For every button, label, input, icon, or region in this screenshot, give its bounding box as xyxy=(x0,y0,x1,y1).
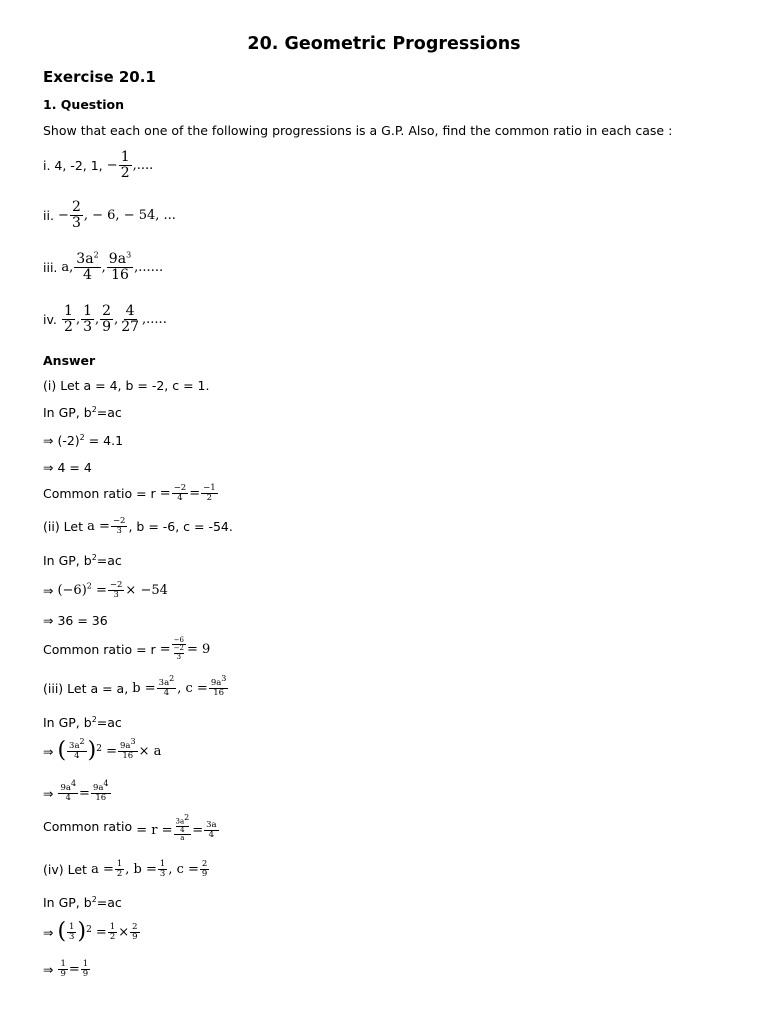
question-heading: 1. Question xyxy=(43,97,124,112)
exercise-heading: Exercise 20.1 xyxy=(43,68,156,86)
part-iii: iii. a, $\frac{3a^2}{4}$ , $\frac{9a^3}{16}$ ,...... xyxy=(43,250,164,283)
part-iii-label: iii. xyxy=(43,259,58,275)
fraction: $\frac{1}{2}$ xyxy=(64,303,73,335)
fraction: $\frac{1}{9}$ xyxy=(82,959,89,979)
fraction: $\frac{9a^4}{4}$ xyxy=(60,779,77,803)
question-prompt: Show that each one of the following progressions is a G.P. Also, find the common ratio in each case : xyxy=(43,123,673,138)
fraction: $\frac{4}{27}$ xyxy=(121,303,140,335)
common-ratio-label: Common ratio = r xyxy=(43,485,156,501)
common-ratio-label: Common ratio = r xyxy=(43,641,156,657)
fraction: $\frac{9a^3}{16}$ xyxy=(108,250,132,283)
gp-condition: In GP, $b^2=ac$ xyxy=(43,894,122,910)
fraction: $\frac{-2}{3}$ xyxy=(112,516,126,536)
solution-line: ⇒ $(-6)^2$ = $\frac{-2}{3}$ × −54 xyxy=(43,580,168,600)
gp-condition: In GP, $b^2=ac$ xyxy=(43,714,122,730)
fraction: $\frac{3a}{4}$ xyxy=(206,819,217,840)
part-ii-label: ii. xyxy=(43,207,54,223)
fraction: $\frac{-2}{3}$ xyxy=(109,580,123,600)
let-label: (ii) Let xyxy=(43,518,84,534)
solution-line: ⇒ 4 = 4 xyxy=(43,460,92,475)
fraction: $\frac{9a^3}{16}$ xyxy=(119,736,136,761)
solution-line-iv: (iv) Let a = $\frac{1}{2}$ , b = $\frac{1}{3}$ , c = $\frac{2}{9}$ xyxy=(43,859,208,879)
fraction: $\frac{3a^2}{4}$ xyxy=(76,250,99,283)
fraction: $\frac{1}{2}$ xyxy=(116,859,123,879)
part-i-label: i. 4, -2, 1, xyxy=(43,157,103,173)
part-ii: ii. − $\frac{2}{3}$ , − 6, − 54, ... xyxy=(43,199,176,231)
part-iii-a: a, xyxy=(61,259,74,275)
solution-line: ⇒ $\frac{1}{9}$ = $\frac{1}{9}$ xyxy=(43,959,89,979)
solution-line: ⇒ 36 = 36 xyxy=(43,613,108,628)
fraction: $3a^2$ 4 a xyxy=(175,813,190,843)
fraction: $\frac{1}{3}$ xyxy=(69,921,75,942)
common-ratio-i: Common ratio = r = $\frac{-2}{4}$ = $\frac{-1}{2}$ xyxy=(43,483,216,503)
fraction: $\frac{3a^2}{4}$ xyxy=(158,674,175,698)
fraction: $\frac{9a^4}{16}$ xyxy=(92,779,109,803)
fraction: $\frac{2}{9}$ xyxy=(132,921,138,942)
fraction: $\frac{3a^2}{4}$ xyxy=(69,736,85,761)
let-label: (iv) Let xyxy=(43,861,87,877)
fraction: $\frac{2}{3}$ xyxy=(71,199,81,231)
part-iv: iv. $\frac{1}{2}$ , $\frac{1}{3}$ , $\frac{2}{9}$ , $\frac{4}{27}$ ,..... xyxy=(43,303,167,335)
fraction: $\frac{-1}{2}$ xyxy=(203,483,216,503)
common-ratio-label: Common ratio xyxy=(43,818,133,834)
fraction: $\frac{1}{9}$ xyxy=(60,959,66,979)
gp-condition: In GP, $b^2=ac$ xyxy=(43,552,122,568)
solution-line: (i) Let a = 4, b = -2, c = 1. xyxy=(43,378,210,393)
common-ratio-ii: Common ratio = r = −6 −2 3 = 9 xyxy=(43,636,211,661)
gp-condition: In GP, $b^2=ac$ xyxy=(43,404,122,420)
solution-line: ⇒ ( $\frac{1}{3}$ ) 2 = $\frac{1}{2}$ × $\frac{2}{9}$ xyxy=(43,919,138,944)
part-ii-tail: , − 6, − 54, ... xyxy=(83,207,176,223)
solution-line-iii: (iii) Let a = a, b = $\frac{3a^2}{4}$ , c = $\frac{9a^3}{16}$ xyxy=(43,674,227,698)
let-label: (iii) Let a = a, xyxy=(43,680,129,696)
fraction: $\frac{2}{9}$ xyxy=(201,859,208,879)
solution-line: ⇒ $(-2)^2 = 4.1$ xyxy=(43,432,124,448)
fraction: $\frac{1}{3}$ xyxy=(83,303,92,335)
page-title: 20. Geometric Progressions xyxy=(247,34,521,54)
solution-line: ⇒ $\frac{9a^4}{4}$ = $\frac{9a^4}{16}$ xyxy=(43,779,109,803)
solution-line: ⇒ ( $\frac{3a^2}{4}$ ) 2 = $\frac{9a^3}{16}$ × a xyxy=(43,736,162,763)
fraction: $\frac{9a^3}{16}$ xyxy=(210,674,227,698)
part-i-tail: ,.... xyxy=(132,157,154,173)
answer-heading: Answer xyxy=(43,353,96,368)
fraction: $\frac{1}{2}$ xyxy=(120,149,130,181)
fraction: −6 −2 3 xyxy=(173,636,185,661)
part-iv-label: iv. xyxy=(43,311,57,327)
part-i: i. 4, -2, 1, − $\frac{1}{2}$ ,.... xyxy=(43,149,154,181)
solution-line-ii: (ii) Let a = $\frac{-2}{3}$ , b = -6, c = -54. xyxy=(43,516,233,536)
let-rest: , b = -6, c = -54. xyxy=(128,518,233,534)
fraction: $\frac{2}{9}$ xyxy=(102,303,112,335)
fraction: $\frac{1}{2}$ xyxy=(109,921,116,942)
common-ratio-iii: Common ratio = r = $3a^2$ 4 a = $\frac{3a}{4}$ xyxy=(43,813,217,843)
fraction: $\frac{1}{3}$ xyxy=(159,859,166,879)
fraction: $\frac{-2}{4}$ xyxy=(173,483,187,503)
